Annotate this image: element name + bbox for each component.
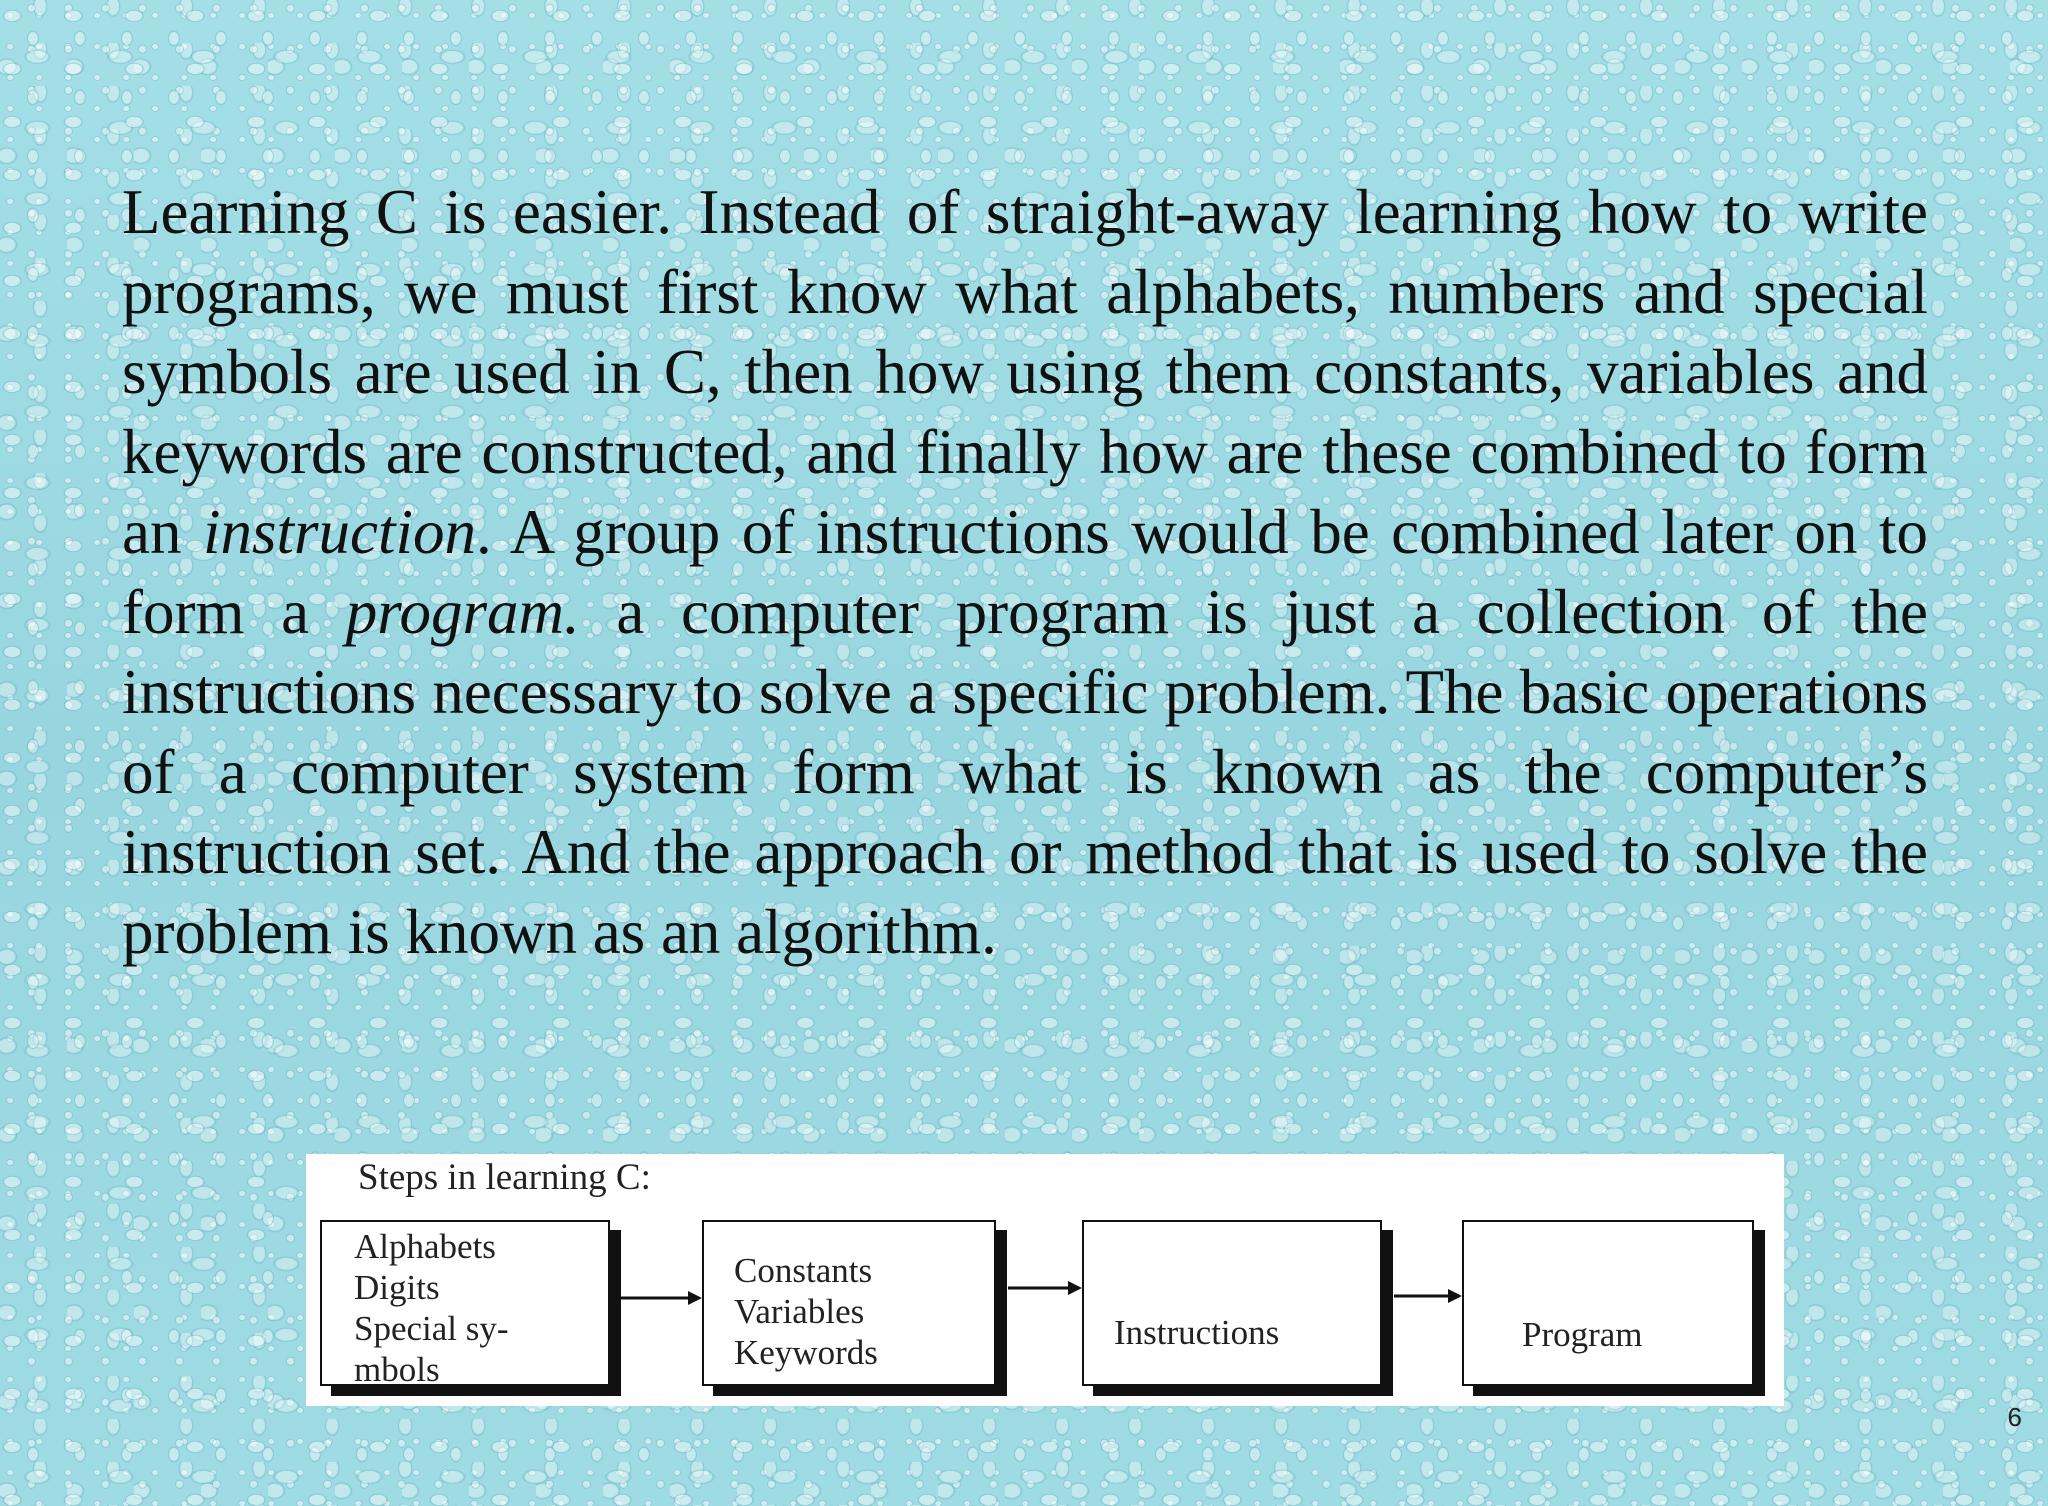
figure-caption: Steps in learning C: bbox=[358, 1157, 651, 1198]
step-box-line: Digits bbox=[354, 1268, 440, 1307]
step-box-line: Instructions bbox=[1114, 1313, 1280, 1352]
program-term: program. bbox=[345, 577, 580, 647]
instruction-term: instruction bbox=[202, 497, 476, 567]
body-text-part-3: a computer program is just a collection of the instructions necessary to solve a specific problem. The basic operations of a computer system form what is known as the computer’s instruction set. And the approach or method that is used to solve the problem is known as an algorithm. bbox=[122, 577, 1928, 967]
step-box-line: Alphabets bbox=[354, 1227, 496, 1266]
arrow-right-icon bbox=[1008, 1278, 1084, 1298]
arrow-right-icon bbox=[1394, 1286, 1464, 1306]
step-box-line: Constants bbox=[734, 1251, 873, 1290]
body-text-part-1: Learning C is easier. Instead of straight-away learning how to write programs, we must first know what alphabets, numbers and special symbols are used in C, then how using them constants, variables and keywords are constructed, and finally how are these combined to form an bbox=[122, 177, 1928, 567]
body-text-part-2: . A group of instructions would be combined later on to form a bbox=[122, 497, 1928, 647]
step-box-instructions bbox=[1082, 1220, 1382, 1386]
step-box-constants bbox=[702, 1220, 996, 1386]
step-box-alphabets bbox=[320, 1220, 610, 1389]
steps-figure bbox=[306, 1154, 1784, 1406]
page-number: 6 bbox=[2007, 1402, 2022, 1432]
body-paragraph bbox=[122, 172, 1928, 972]
step-box-program bbox=[1462, 1220, 1754, 1386]
step-box-line: Keywords bbox=[734, 1333, 878, 1372]
step-box-line: Program bbox=[1522, 1315, 1643, 1354]
step-box-line: Special sy- bbox=[354, 1309, 509, 1348]
arrow-right-icon bbox=[612, 1288, 704, 1308]
step-box-line: Variables bbox=[734, 1292, 865, 1331]
step-box-line: mbols bbox=[354, 1350, 440, 1389]
